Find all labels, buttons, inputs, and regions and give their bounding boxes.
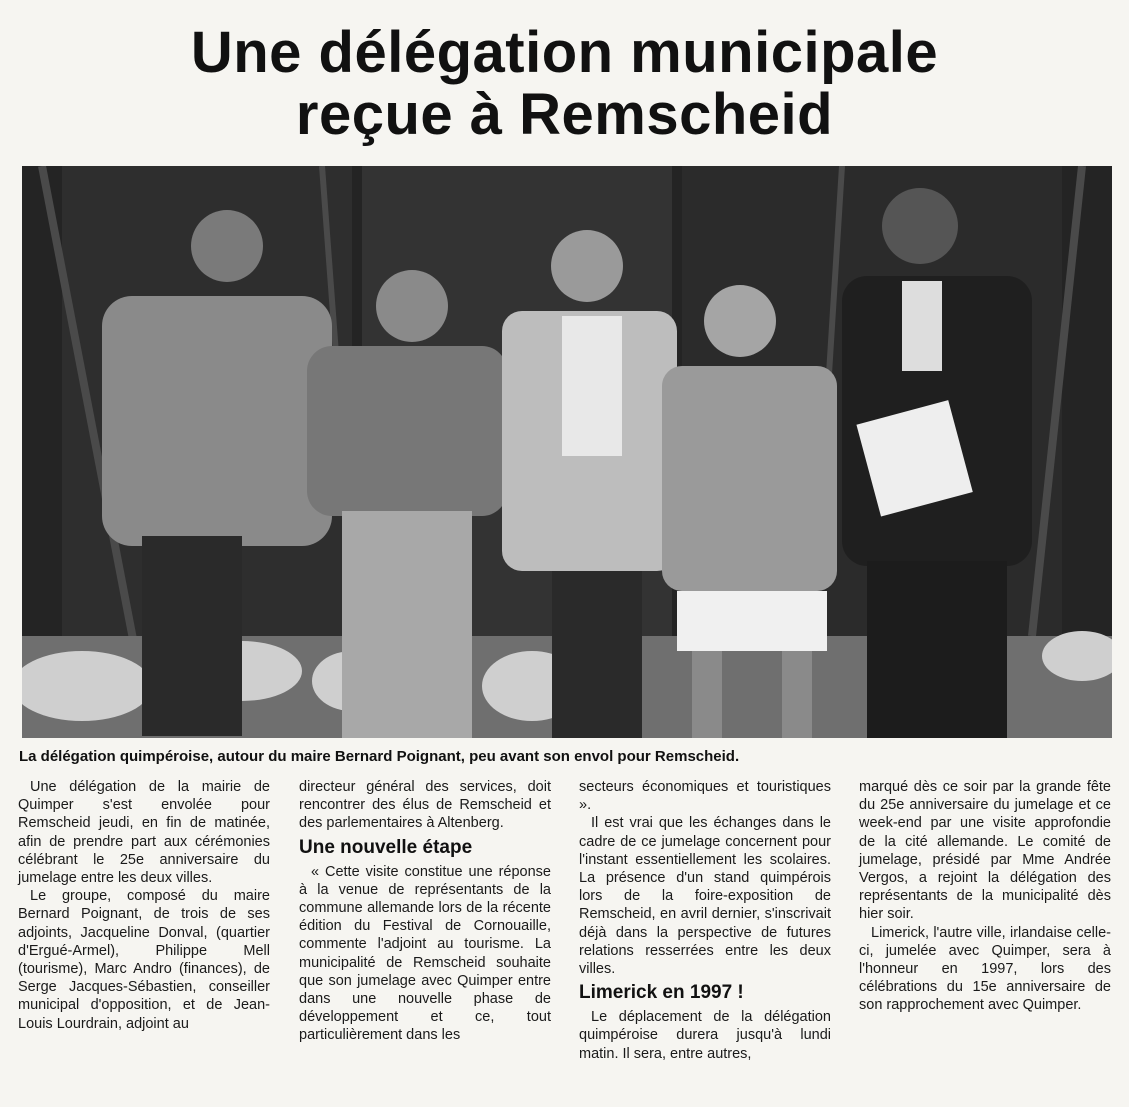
paragraph: Il est vrai que les échanges dans le cadre de ce jumelage concernent pour l'instant essentiellement les scolaires. La présence d'un stand quimpérois lors de la foire-exposition de Remscheid, en avril dernier, s'inscrivait déjà dans la perspective de futures relations resserrées entre les deux villes. (579, 815, 831, 978)
headline (0, 22, 1129, 146)
column-3 (579, 778, 831, 1063)
paragraph: « Cette visite constitue une réponse à la venue de représentants de la commune allemande lors de la récente édition du Festival de Cornouaille, commente l'adjoint au tourisme. La municipalité de Remscheid souhaite que son jumelage avec Quimper entre dans une nouvelle phase de développement et ce, tout particulièrement dans les (299, 863, 551, 1044)
group-photo (22, 166, 1112, 738)
paragraph: secteurs économiques et touristiques ». (579, 779, 831, 814)
column-1 (18, 778, 270, 1033)
paragraph: Une délégation de la mairie de Quimper s'est envolée pour Remscheid jeudi, en fin de matinée, afin de prendre part aux cérémonies célébrant le 25e anniversaire du jumelage entre les deux villes. (18, 779, 270, 887)
paragraph: marqué dès ce soir par la grande fête du 25e anniversaire du jumelage et ce week-end par une visite approfondie de la cité allemande. Le comité de jumelage, présidé par Mme Andrée Vergos, a rejoint la délégation des représentants de la municipalité dès hier soir. (859, 779, 1111, 923)
paragraph: Le déplacement de la délégation quimpéroise durera jusqu'à lundi matin. Il sera, entre autres, (579, 1009, 831, 1062)
paragraph: Limerick, l'autre ville, irlandaise celle-ci, jumelée avec Quimper, sera à l'honneur en 1997, lors des célébrations du 15e anniversaire de son rapprochement avec Quimper. (859, 924, 1111, 1014)
group-photo-illustration (22, 166, 1112, 738)
subheading: Une nouvelle étape (299, 836, 473, 858)
headline-line-2: reçue à Remscheid (295, 82, 834, 147)
paragraph: directeur général des services, doit rencontrer des élus de Remscheid et des parlementaires à Altenberg. (299, 779, 551, 832)
subheading: Limerick en 1997 ! (579, 982, 744, 1004)
column-2 (299, 778, 551, 1045)
article-body (18, 778, 1118, 1098)
headline-line-1: Une délégation municipale (190, 20, 939, 85)
photo-caption: La délégation quimpéroise, autour du maire Bernard Poignant, peu avant son envol pour Remscheid. (19, 748, 740, 765)
paragraph: Le groupe, composé du maire Bernard Poignant, de trois de ses adjoints, Jacqueline Donval, (quartier d'Ergué-Armel), Philippe Mell (tourisme), Marc Andro (finances), de Serge Jacques-Sébastien, conseiller municipal d'opposition, et de Jean-Louis Lourdrain, adjoint au (18, 888, 270, 1032)
column-4 (859, 778, 1111, 1015)
